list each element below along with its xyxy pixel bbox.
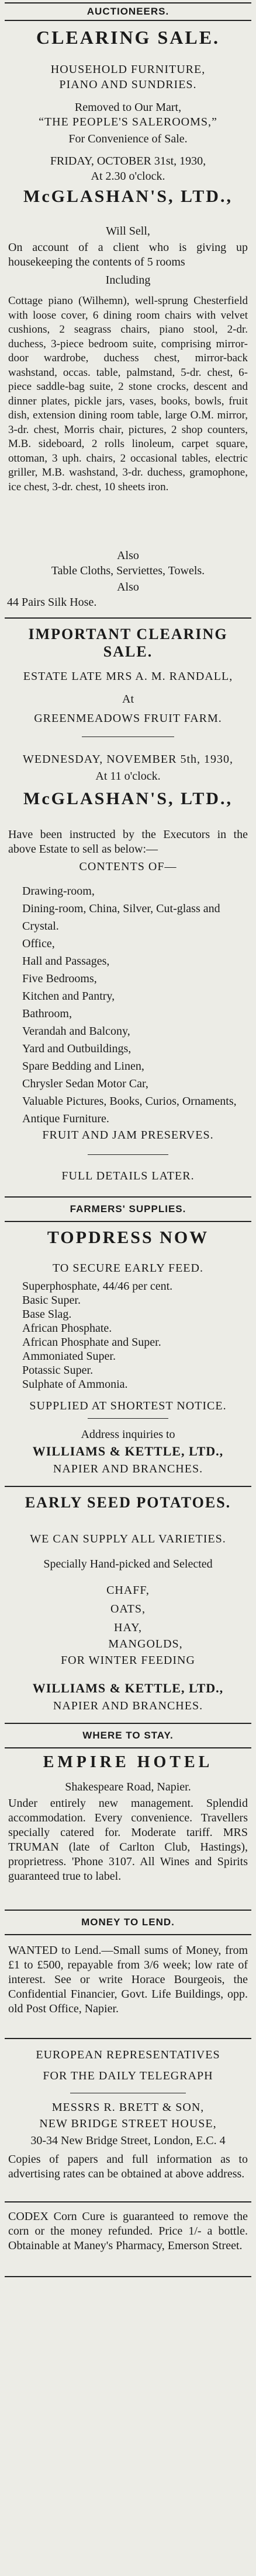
- list-item: Yard and Outbuildings,: [22, 1042, 132, 1055]
- list-item: CHAFF,: [106, 1584, 150, 1597]
- london-address: 30-34 New Bridge Street, London, E.C. 4: [30, 2134, 226, 2147]
- hotel-road: Shakespeare Road, Napier.: [65, 1781, 191, 1793]
- european-line-2: FOR THE DAILY TELEGRAPH: [43, 2069, 213, 2082]
- list-item: HAY,: [114, 1621, 142, 1634]
- fruit-jam-line: FRUIT AND JAM PRESERVES.: [42, 1129, 214, 1142]
- short-rule: [88, 1418, 168, 1419]
- section-title-auctioneers: AUCTIONEERS.: [87, 6, 169, 17]
- section-title-stay: WHERE TO STAY.: [82, 1730, 174, 1741]
- section-title-farmers: FARMERS' SUPPLIES.: [70, 1203, 186, 1214]
- rule: [5, 1910, 251, 1911]
- fertiliser-list: [7, 1279, 249, 1391]
- list-item: Spare Bedding and Linen,: [22, 1060, 144, 1073]
- estate-line: ESTATE LATE MRS A. M. RANDALL,: [23, 670, 233, 683]
- codex-body: CODEX Corn Cure is guaranteed to remove the corn or the money refunded. Price 1/- a bottle. Obtainable at Maney's Pharmacy, Emerson Street.: [8, 2210, 248, 2252]
- list-item: Chrysler Sedan Motor Car,: [22, 1077, 148, 1090]
- farm-name: GREENMEADOWS FRUIT FARM.: [34, 712, 222, 725]
- bridge-house: NEW BRIDGE STREET HOUSE,: [39, 2117, 217, 2130]
- brett-firm: MESSRS R. BRETT & SON,: [51, 2101, 205, 2114]
- sale-time: At 11 o'clock.: [95, 770, 161, 783]
- table-cloths-line: Table Cloths, Serviettes, Towels.: [51, 564, 205, 577]
- client-account-text: On account of a client who is giving up housekeeping the contents of 5 rooms: [8, 241, 248, 268]
- also-label: Also: [117, 549, 139, 562]
- list-item: Basic Super.: [22, 1294, 81, 1307]
- list-item: Bathroom,: [22, 1007, 72, 1020]
- rule: [5, 2201, 251, 2202]
- european-body: Copies of papers and full information as to advertising rates can be obtained at above address.: [8, 2153, 248, 2180]
- contents-list: [7, 882, 249, 1128]
- will-sell: Will Sell,: [106, 225, 150, 238]
- list-item: Kitchen and Pantry,: [22, 990, 115, 1003]
- also-label: Also: [117, 581, 139, 594]
- mart-name: “THE PEOPLE'S SALEROOMS,”: [39, 116, 217, 128]
- items-body-text: Cottage piano (Wilhemn), well-sprung Chesterfield with loose cover, 6 dining room chairs with velvet cushions, 2 seagrass chairs, piano stool, 2-dr. duchess, 3-piece bedroom suite, comprising mirror-door wardrobe, duchess chest, mirror-back washstand, occas. table, palmstand, 5-dr. chest, 6-piece saddle-bag suite, 2 stone crocks, descent and dinner plates, pickle jars, vases, books, bowls, fruit dish, extension dining room table, large O.M. mirror, 3-dr. chest, Morris chair, pictures, 2 shop counters, M.B. sideboard, 2 rolls linoleum, carpet square, ottoman, 3 uph. chairs, 2 occasional tables, electric griller, M.B. washstand, 3-dr. duchess, gramophone, ice chest, 3-dr. chest, 10 sheets iron.: [8, 295, 248, 493]
- list-item: Drawing-room,: [22, 885, 95, 898]
- rule: [5, 2038, 251, 2039]
- including-label: Including: [105, 274, 151, 287]
- rule: [5, 1486, 251, 1487]
- at-label: At: [122, 693, 134, 706]
- list-item: Sulphate of Ammonia.: [22, 1378, 128, 1391]
- removed-line: Removed to Our Mart,: [74, 101, 182, 114]
- money-body: WANTED to Lend.—Small sums of Money, from £1 to £500, repayable from 3/6 week; low rate of interest. See or write Horace Bourgeois, the Confidential Financier, Govt. Life Buildings, opp. old Post Office, Napier.: [8, 1944, 248, 2015]
- branches-line: NAPIER AND BRANCHES.: [53, 1699, 203, 1712]
- shortest-notice-line: SUPPLIED AT SHORTEST NOTICE.: [29, 1399, 227, 1412]
- secure-feed-line: TO SECURE EARLY FEED.: [53, 1262, 203, 1275]
- hotel-name: EMPIRE HOTEL: [43, 1753, 213, 1771]
- hand-picked-line: Specially Hand-picked and Selected: [43, 1558, 213, 1570]
- all-varieties-line: WE CAN SUPPLY ALL VARIETIES.: [30, 1533, 226, 1545]
- rule: [5, 1747, 251, 1748]
- list-item: Ammoniated Super.: [22, 1350, 116, 1363]
- firm-name: WILLIAMS & KETTLE, LTD.,: [32, 1681, 224, 1695]
- contents-heading: CONTENTS OF—: [79, 860, 177, 873]
- list-item: Verandah and Balcony,: [22, 1025, 130, 1038]
- clearing-sale-headline: CLEARING SALE.: [36, 27, 220, 48]
- rule: [5, 1196, 251, 1198]
- topdress-headline: TOPDRESS NOW: [47, 1228, 209, 1247]
- short-rule: [88, 1154, 168, 1155]
- sale-date: WEDNESDAY, NOVEMBER 5th, 1930,: [22, 753, 234, 766]
- rule: [5, 2276, 251, 2277]
- full-details-line: FULL DETAILS LATER.: [61, 1170, 195, 1182]
- list-item: Valuable Pictures, Books, Curios, Ornaments, Antique Furniture.: [22, 1095, 237, 1125]
- section-title-money: MONEY TO LEND.: [81, 1917, 175, 1928]
- sale-date: FRIDAY, OCTOBER 31st, 1930,: [50, 155, 206, 167]
- important-clearing-sale-headline: IMPORTANT CLEARING SALE.: [28, 626, 228, 660]
- list-item: Office,: [22, 937, 55, 950]
- list-item: African Phosphate.: [22, 1322, 112, 1335]
- branches-line: NAPIER AND BRANCHES.: [53, 1462, 203, 1475]
- rule: [5, 1934, 251, 1935]
- piano-sundries-line: PIANO AND SUNDRIES.: [59, 78, 197, 91]
- list-item: MANGOLDS,: [108, 1638, 183, 1650]
- rule: [5, 1221, 251, 1222]
- list-item: Superphosphate, 44/46 per cent.: [22, 1280, 173, 1293]
- list-item: Potassic Super.: [22, 1364, 94, 1377]
- firm-name: WILLIAMS & KETTLE, LTD.,: [32, 1444, 224, 1458]
- list-item: Base Slag.: [22, 1308, 72, 1321]
- rule: [5, 1723, 251, 1724]
- list-item: Hall and Passages,: [22, 955, 110, 968]
- list-item: Dining-room, China, Silver, Cut-glass and Crystal.: [22, 902, 220, 933]
- silk-hose-line: 44 Pairs Silk Hose.: [7, 596, 97, 609]
- executors-intro: Have been instructed by the Executors in the above Estate to sell as below:—: [8, 828, 248, 856]
- sale-time: At 2.30 o'clock.: [91, 170, 165, 183]
- household-furniture-line: HOUSEHOLD FURNITURE,: [50, 63, 206, 76]
- hotel-body: Under entirely new management. Splendid accommodation. Every convenience. Travellers specially catered for. Moderate tariff. MRS TRUMAN (late of Carlton Club, Hastings), proprietress. 'Phone 3107. All Wines and Spirits guaranteed true to label.: [8, 1797, 248, 1883]
- list-item: FOR WINTER FEEDING: [61, 1654, 195, 1667]
- convenience-line: For Convenience of Sale.: [68, 132, 188, 145]
- seed-potatoes-headline: EARLY SEED POTATOES.: [25, 1494, 231, 1511]
- list-item: Five Bedrooms,: [22, 972, 97, 985]
- list-item: OATS,: [110, 1603, 146, 1615]
- rule: [5, 617, 251, 619]
- firm-name: McGLASHAN'S, LTD.,: [23, 789, 233, 808]
- firm-name: McGLASHAN'S, LTD.,: [23, 187, 233, 206]
- address-label: Address inquiries to: [81, 1428, 175, 1441]
- rule: [5, 2, 251, 4]
- european-line-1: EUROPEAN REPRESENTATIVES: [36, 2048, 220, 2061]
- list-item: African Phosphate and Super.: [22, 1336, 161, 1349]
- rule: [5, 20, 251, 21]
